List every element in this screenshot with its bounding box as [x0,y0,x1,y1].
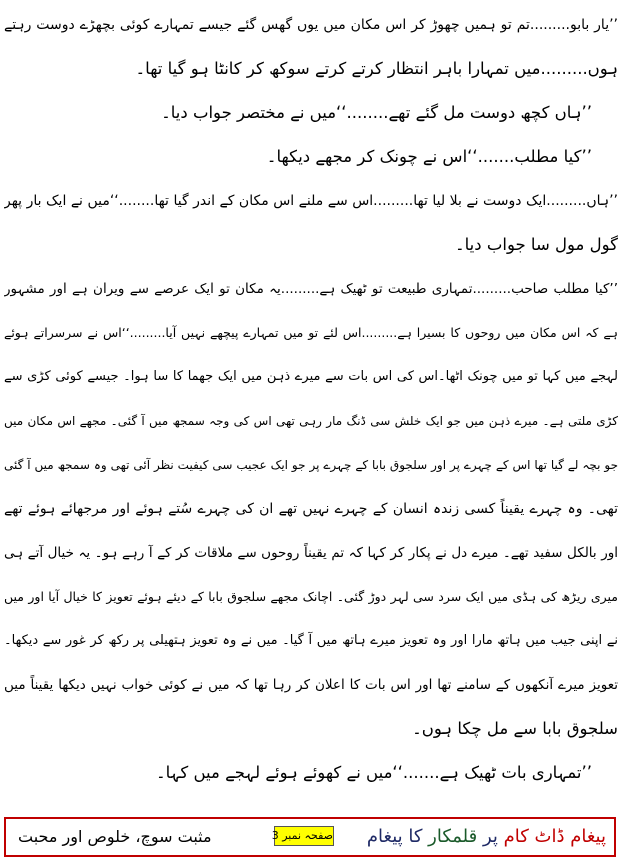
story-line: ’’یار بابو.........تم تو ہمیں چھوڑ کر اس مکان میں یوں گھس گئے جیسے تمہارے کوئی بچھڑے دوست رہتے [4,17,618,33]
story-line: ہوں.........میں تمہارا باہر انتظار کرتے کرتے سوکھ کر کانٹا ہو گیا تھا۔ [135,59,618,78]
story-line: اور بالکل سفید تھے۔ میرے دل نے پکار کر کہا کہ تم یقیناً روحوں سے ملاقات کر کے آ رہے ہو۔ یہ خیال آتے ہی [4,545,618,561]
story-line: تعویز میرے آنکھوں کے سامنے تھا اور اس بات کا اعلان کر رہا تھا کہ میں نے کوئی خواب نہیں دیکھا یقیناً میں [4,677,618,693]
brand-connector: پر [477,826,504,847]
footer-brand [367,819,606,855]
footer-slogan: مثبت سوچ، خلوص اور محبت [18,827,212,846]
story-line: ہے کہ اس مکان میں روحوں کا بسیرا ہے.........اس لئے تو میں تمہارے پیچھے نہیں آیا.........‘‘اس نے سرسراتے ہوئے [4,325,618,340]
story-line: کڑی ملتی ہے۔ میرے ذہن میں جو ایک خلش سی ڈنگ مار رہی تھی اس کی وجہ سمجھ میں آ گئی۔ مجھے اس مکان میں [4,414,618,428]
brand-writer: قلمکار [428,826,478,847]
story-line: جو بچہ لے گیا تھا اس کے چہرے پر اور سلجوق بابا کے چہرے پر جو ایک عجیب سی کیفیت نظر آئی تھی وہ سمجھ میں آ گئی [4,458,618,472]
story-line: تھی۔ وہ چہرے یقیناً کسی زندہ انسان کے چہرے نہیں تھے ان کی چہرے سُتے ہوئے اور مرجھائے ہوئے تھے [4,501,618,517]
story-line: ’’ہاں.........ایک دوست نے بلا لیا تھا.........اس سے ملنے اس مکان کے اندر گیا تھا........‘‘میں نے ایک بار پھر [4,193,618,209]
story-line: گول مول سا جواب دیا۔ [454,235,618,254]
story-line: ’’ہاں کچھ دوست مل گئے تھے........‘‘میں نے مختصر جواب دیا۔ [161,103,592,122]
story-line: نے اپنی جیب میں ہاتھ مارا اور وہ تعویز میرے ہاتھ میں آ گیا۔ میں نے وہ تعویز ہتھیلی پر رکھ کر غور سے دیکھا۔ [4,633,618,648]
story-line: سلجوق بابا سے مل چکا ہوں۔ [412,719,618,738]
brand-site-name: پیغام ڈاٹ کام [503,826,606,847]
story-line: ’’کیا مطلب.......‘‘اس نے چونک کر مجھے دیکھا۔ [266,147,592,166]
story-line: لہجے میں کہا تو میں چونک اٹھا۔اس کی اس بات سے میرے ذہن میں ایک جھما کا سا ہوا۔ جیسے کوئی کڑی سے [4,369,618,384]
page-number-badge: صفحہ نمبر 3 [274,826,334,846]
brand-message: کا پیغام [366,826,429,847]
story-line: میری ریڑھ کی ہڈی میں ایک سرد سی لہر دوڑ گئی۔ اچانک مجھے سلجوق بابا کے دیئے ہوئے تعویز کا خیال آیا اور میں [4,589,618,604]
page-footer [4,817,616,857]
story-line: ’’تمہاری بات ٹھیک ہے.......‘‘میں نے کھوئے ہوئے لہجے میں کہا۔ [156,763,592,782]
story-text [4,10,618,785]
story-line: ’’کیا مطلب صاحب.........تمہاری طبیعت تو ٹھیک ہے.........یہ مکان تو ایک عرصے سے ویران ہے اور مشہور [4,281,618,297]
